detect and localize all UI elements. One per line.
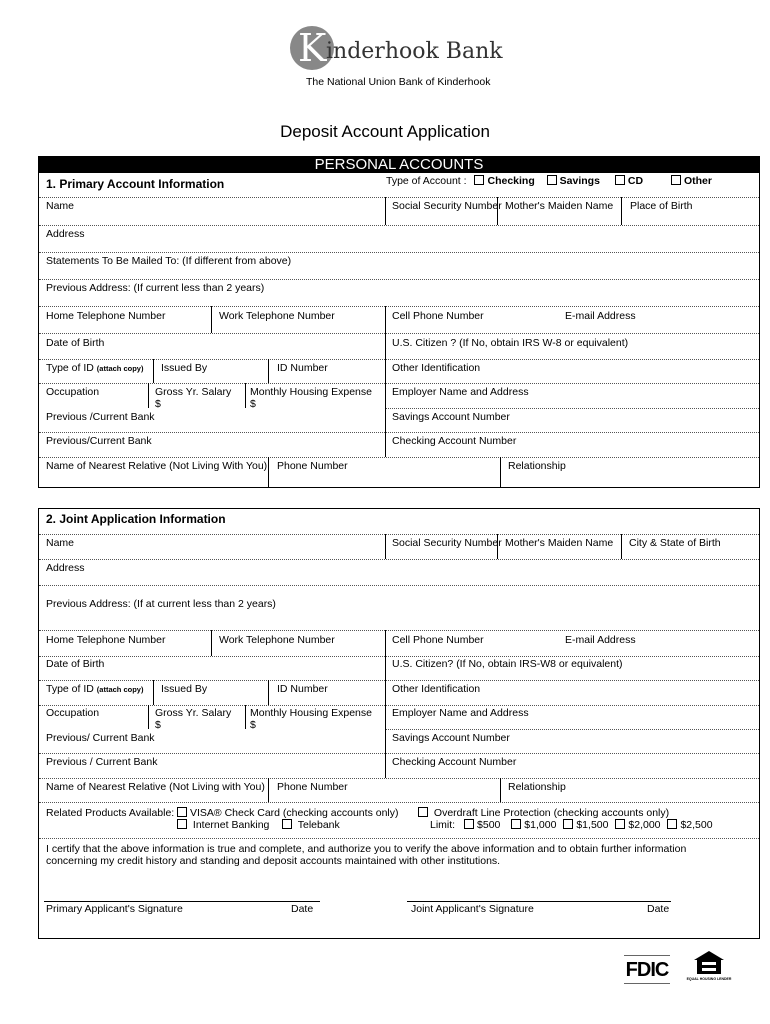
visa-checkbox[interactable]: [177, 807, 187, 817]
certification-text: I certify that the above information is true and complete, and authorize you to verify the above information and to obtain further information concerning my credit history and standing and deposit accounts maintained with other institutions.: [46, 843, 687, 867]
row-divider: [39, 457, 759, 458]
row-divider: [39, 838, 759, 839]
limit-row: Limit: $500 $1,000 $1,500 $2,000 $2,500: [430, 819, 713, 831]
page-title: Deposit Account Application: [280, 122, 490, 141]
joint-relative-field[interactable]: Name of Nearest Relative (Not Living with You): [46, 781, 265, 793]
joint-citizen-field[interactable]: U.S. Citizen? (If No, obtain IRS-W8 or equivalent): [392, 658, 623, 670]
cd-option[interactable]: CD: [615, 175, 643, 187]
joint-prev-address-field[interactable]: Previous Address: (If at current less than 2 years): [46, 598, 276, 610]
savings-checkbox[interactable]: [547, 175, 557, 185]
primary-home-phone-field[interactable]: Home Telephone Number: [46, 310, 166, 322]
joint-salary-dollar: $: [155, 719, 161, 731]
col-divider: [500, 457, 501, 488]
row-divider: [39, 534, 759, 535]
equal-housing-text: EQUAL HOUSING LENDER: [686, 977, 732, 981]
col-divider: [148, 383, 149, 408]
joint-salary-field[interactable]: Gross Yr. Salary: [155, 707, 232, 719]
row-divider: [386, 408, 759, 409]
joint-other-id-field[interactable]: Other Identification: [392, 683, 481, 695]
related-products-label: Related Products Available:: [46, 807, 175, 819]
logo-name: inderhook Bank: [326, 39, 503, 64]
joint-heading: 2. Joint Application Information: [46, 512, 226, 526]
telebank-checkbox[interactable]: [282, 819, 292, 829]
logo-tagline: The National Union Bank of Kinderhook: [306, 76, 491, 88]
limit-1500-checkbox[interactable]: [563, 819, 573, 829]
primary-name-field[interactable]: Name: [46, 200, 75, 212]
col-divider: [268, 778, 269, 802]
row-divider: [39, 559, 759, 560]
fdic-logo: [624, 952, 670, 986]
overdraft-checkbox[interactable]: [418, 807, 428, 817]
bank-logo: [288, 24, 503, 92]
col-divider: [245, 383, 246, 408]
row-divider: [39, 585, 759, 586]
cd-checkbox[interactable]: [615, 175, 625, 185]
col-divider: [385, 306, 386, 333]
col-divider: [245, 705, 246, 729]
primary-work-phone-field[interactable]: Work Telephone Number: [219, 310, 335, 322]
joint-dob-field[interactable]: Date of Birth: [46, 658, 105, 670]
primary-housing-dollar: $: [250, 398, 256, 410]
primary-relative-field[interactable]: Name of Nearest Relative (Not Living With You): [46, 460, 268, 472]
primary-signature-line[interactable]: [44, 901, 320, 902]
account-type-label: Type of Account :: [386, 175, 467, 187]
col-divider: [153, 359, 154, 383]
joint-address-field[interactable]: Address: [46, 562, 85, 574]
col-divider: [211, 306, 212, 333]
equal-housing-icon: [692, 950, 726, 976]
primary-maiden-field[interactable]: Mother's Maiden Name: [505, 200, 614, 212]
primary-dob-field[interactable]: Date of Birth: [46, 337, 105, 349]
col-divider: [385, 705, 386, 778]
logo-letter: K: [298, 26, 327, 70]
row-divider: [39, 359, 759, 360]
col-divider: [211, 630, 212, 656]
visa-option[interactable]: VISA® Check Card (checking accounts only): [177, 807, 399, 819]
primary-housing-field[interactable]: Monthly Housing Expense: [250, 386, 372, 398]
joint-savings-number-field[interactable]: Savings Account Number: [392, 732, 510, 744]
row-divider: [386, 729, 759, 730]
primary-relationship-field[interactable]: Relationship: [508, 460, 566, 472]
primary-rel-phone-field[interactable]: Phone Number: [277, 460, 348, 472]
joint-signature-line[interactable]: [407, 901, 671, 902]
col-divider: [385, 197, 386, 225]
row-divider: [39, 753, 759, 754]
col-divider: [385, 656, 386, 680]
row-divider: [39, 383, 759, 384]
limit-2500-option[interactable]: $2,500: [667, 819, 712, 831]
checking-option[interactable]: Checking: [474, 175, 534, 187]
joint-section-box: [38, 508, 760, 939]
primary-heading: 1. Primary Account Information: [46, 177, 225, 191]
col-divider: [385, 383, 386, 457]
row-divider: [39, 802, 759, 803]
col-divider: [148, 705, 149, 729]
primary-address-field[interactable]: Address: [46, 228, 85, 240]
joint-id-type-field[interactable]: Type of ID (attach copy): [46, 683, 144, 695]
limit-1000-checkbox[interactable]: [511, 819, 521, 829]
primary-other-id-field[interactable]: Other Identification: [392, 362, 481, 374]
joint-work-phone-field[interactable]: Work Telephone Number: [219, 634, 335, 646]
primary-id-number-field[interactable]: ID Number: [277, 362, 328, 374]
joint-ssn-field[interactable]: Social Security Number: [392, 537, 502, 549]
col-divider: [268, 359, 269, 383]
joint-id-number-field[interactable]: ID Number: [277, 683, 328, 695]
col-divider: [385, 359, 386, 383]
joint-checking-number-field[interactable]: Checking Account Number: [392, 756, 517, 768]
limit-2000-option[interactable]: $2,000: [615, 819, 660, 831]
joint-rel-phone-field[interactable]: Phone Number: [277, 781, 348, 793]
primary-date-label: Date: [291, 903, 314, 915]
joint-home-phone-field[interactable]: Home Telephone Number: [46, 634, 166, 646]
row-divider: [39, 705, 759, 706]
col-divider: [621, 534, 622, 559]
row-divider: [39, 680, 759, 681]
joint-bank-field[interactable]: Previous/ Current Bank: [46, 732, 155, 744]
row-divider: [39, 306, 759, 307]
joint-name-field[interactable]: Name: [46, 537, 75, 549]
joint-maiden-field[interactable]: Mother's Maiden Name: [505, 537, 614, 549]
telebank-option[interactable]: Telebank: [282, 819, 340, 831]
joint-date-label: Date: [647, 903, 670, 915]
col-divider: [385, 680, 386, 705]
col-divider: [385, 630, 386, 656]
row-divider: [39, 279, 759, 280]
row-divider: [39, 630, 759, 631]
primary-savings-number-field[interactable]: Savings Account Number: [392, 411, 510, 423]
row-divider: [39, 197, 759, 198]
primary-issued-by-field[interactable]: Issued By: [161, 362, 208, 374]
row-divider: [39, 252, 759, 253]
fdic-logo-rule: [624, 983, 670, 984]
other-option[interactable]: Other: [671, 175, 712, 187]
checking-checkbox[interactable]: [474, 175, 484, 185]
joint-occupation-field[interactable]: Occupation: [46, 707, 100, 719]
primary-ssn-field[interactable]: Social Security Number: [392, 200, 502, 212]
primary-employer-field[interactable]: Employer Name and Address: [392, 386, 529, 398]
col-divider: [621, 197, 622, 225]
primary-occupation-field[interactable]: Occupation: [46, 386, 100, 398]
fdic-text: FDIC: [625, 959, 669, 981]
limit-500-checkbox[interactable]: [464, 819, 474, 829]
col-divider: [268, 457, 269, 488]
joint-housing-field[interactable]: Monthly Housing Expense: [250, 707, 372, 719]
col-divider: [268, 680, 269, 705]
primary-birthplace-field[interactable]: Place of Birth: [630, 200, 693, 212]
joint-employer-field[interactable]: Employer Name and Address: [392, 707, 529, 719]
joint-relationship-field[interactable]: Relationship: [508, 781, 566, 793]
joint-housing-dollar: $: [250, 719, 256, 731]
col-divider: [385, 534, 386, 559]
col-divider: [153, 680, 154, 705]
savings-option[interactable]: Savings: [547, 175, 600, 187]
primary-signature-label: Primary Applicant's Signature: [46, 903, 183, 915]
row-divider: [39, 432, 759, 433]
primary-citizen-field[interactable]: U.S. Citizen ? (If No, obtain IRS W-8 or equivalent): [392, 337, 629, 349]
primary-bank2-field[interactable]: Previous/Current Bank: [46, 435, 152, 447]
joint-issued-by-field[interactable]: Issued By: [161, 683, 208, 695]
other-checkbox[interactable]: [671, 175, 681, 185]
primary-bank-field[interactable]: Previous /Current Bank: [46, 411, 155, 423]
primary-checking-number-field[interactable]: Checking Account Number: [392, 435, 517, 447]
primary-cell-phone-field[interactable]: Cell Phone Number: [392, 310, 484, 322]
primary-salary-field[interactable]: Gross Yr. Salary: [155, 386, 232, 398]
overdraft-option[interactable]: Overdraft Line Protection (checking accounts only): [418, 807, 669, 819]
limit-1000-option[interactable]: $1,000: [511, 819, 556, 831]
row-divider: [39, 225, 759, 226]
primary-id-type-field[interactable]: Type of ID (attach copy): [46, 362, 144, 374]
joint-signature-label: Joint Applicant's Signature: [411, 903, 534, 915]
section-header-text: PERSONAL ACCOUNTS: [314, 156, 484, 173]
account-type-row: [386, 175, 712, 187]
joint-email-field[interactable]: E-mail Address: [565, 634, 636, 646]
fdic-logo-rule: [624, 955, 670, 956]
limit-1500-option[interactable]: $1,500: [563, 819, 608, 831]
limit-2500-checkbox[interactable]: [667, 819, 677, 829]
primary-statements-field[interactable]: Statements To Be Mailed To: (If different from above): [46, 255, 292, 267]
limit-2000-checkbox[interactable]: [615, 819, 625, 829]
equal-housing-logo: [686, 950, 732, 988]
primary-email-field[interactable]: E-mail Address: [565, 310, 636, 322]
row-divider: [39, 778, 759, 779]
primary-salary-dollar: $: [155, 398, 161, 410]
joint-birthplace-field[interactable]: City & State of Birth: [629, 537, 721, 549]
joint-cell-phone-field[interactable]: Cell Phone Number: [392, 634, 484, 646]
joint-bank2-field[interactable]: Previous / Current Bank: [46, 756, 158, 768]
row-divider: [39, 656, 759, 657]
limit-500-option[interactable]: $500: [464, 819, 500, 831]
col-divider: [385, 333, 386, 359]
row-divider: [39, 333, 759, 334]
col-divider: [500, 778, 501, 802]
primary-prev-address-field[interactable]: Previous Address: (If current less than 2 years): [46, 282, 265, 294]
internet-banking-option[interactable]: Internet Banking: [177, 819, 269, 831]
internet-banking-checkbox[interactable]: [177, 819, 187, 829]
